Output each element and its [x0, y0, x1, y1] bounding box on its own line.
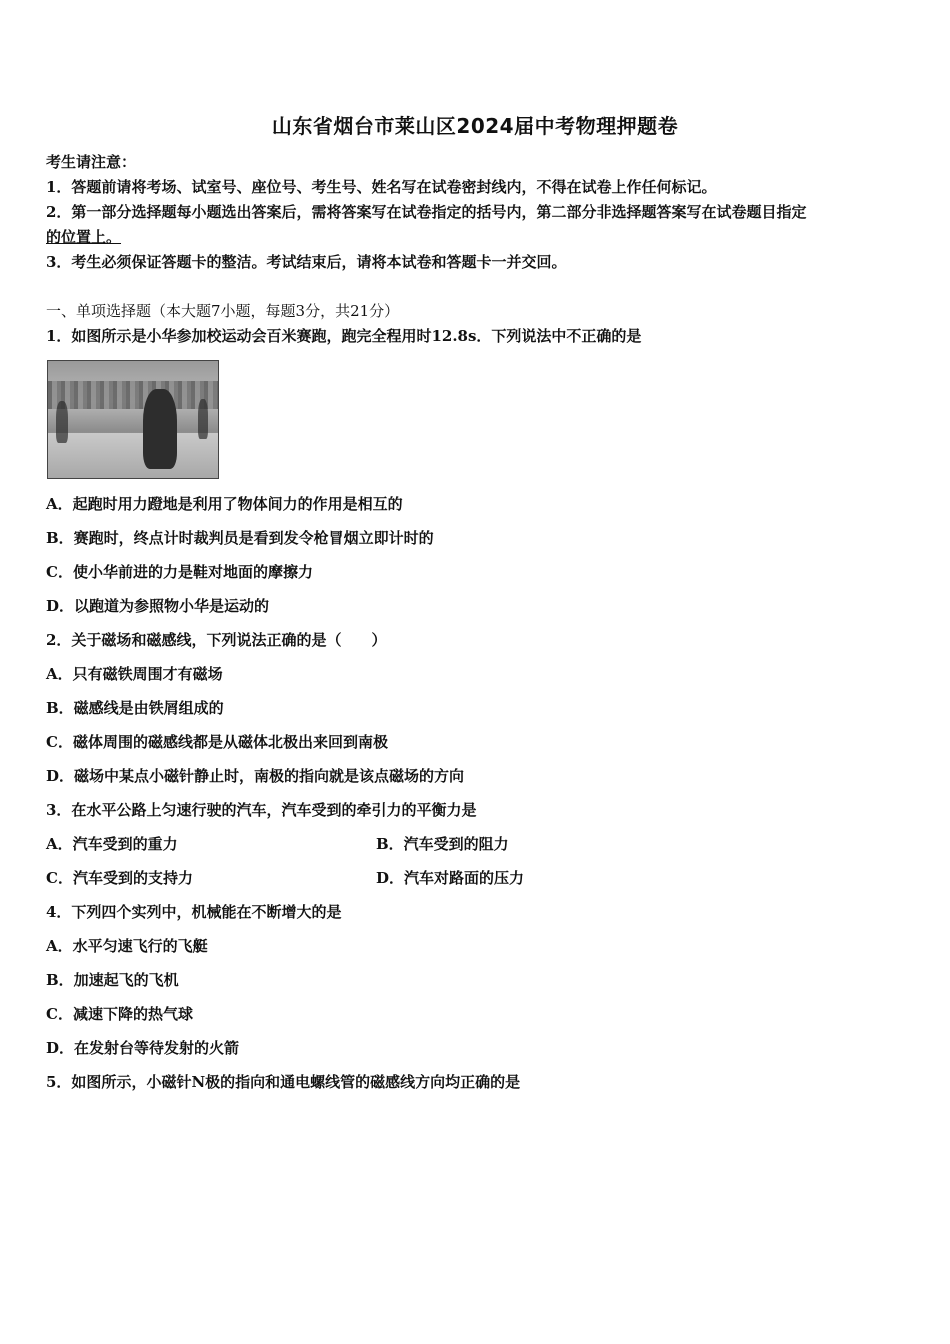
photo-runner-left	[56, 401, 68, 443]
question-4-option-c: C．减速下降的热气球	[46, 1005, 193, 1023]
question-3-option-d: D．汽车对路面的压力	[376, 869, 525, 887]
question-2-stem: 2．关于磁场和磁感线，下列说法正确的是（ ）	[46, 631, 387, 649]
notice-item-1: 1．答题前请将考场、试室号、座位号、考生号、姓名写在试卷密封线内，不得在试卷上作任何标记。	[46, 178, 717, 196]
question-2-option-b: B．磁感线是由铁屑组成的	[46, 699, 224, 717]
question-1-option-b: B．赛跑时，终点计时裁判员是看到发令枪冒烟立即计时的	[46, 529, 434, 547]
question-1-option-c: C．使小华前进的力是鞋对地面的摩擦力	[46, 563, 313, 581]
photo-track	[48, 433, 218, 478]
question-3-stem: 3．在水平公路上匀速行驶的汽车，汽车受到的牵引力的平衡力是	[46, 801, 477, 819]
race-photo	[47, 360, 219, 479]
question-3-option-a: A．汽车受到的重力	[46, 835, 178, 853]
question-4-stem: 4．下列四个实列中，机械能在不断增大的是	[46, 903, 342, 921]
question-1-option-d: D．以跑道为参照物小华是运动的	[46, 597, 270, 615]
question-2-option-c: C．磁体周围的磁感线都是从磁体北极出来回到南极	[46, 733, 388, 751]
notice-heading: 考生请注意：	[46, 153, 137, 171]
question-3-option-b: B．汽车受到的阻力	[376, 835, 509, 853]
question-3-option-c: C．汽车受到的支持力	[46, 869, 193, 887]
notice-item-2: 2．第一部分选择题每小题选出答案后，需将答案写在试卷指定的括号内，第二部分非选择题答案写在试卷题目指定	[46, 203, 807, 221]
notice-item-2-cont: 的位置上。	[46, 228, 122, 246]
question-2-option-a: A．只有磁铁周围才有磁场	[46, 665, 223, 683]
photo-runner-right	[198, 399, 208, 439]
question-1-option-a: A．起跑时用力蹬地是利用了物体间力的作用是相互的	[46, 495, 403, 513]
notice-item-3: 3．考生必须保证答题卡的整洁。考试结束后，请将本试卷和答题卡一并交回。	[46, 253, 567, 271]
question-4-option-a: A．水平匀速飞行的飞艇	[46, 937, 208, 955]
question-1-stem: 1．如图所示是小华参加校运动会百米赛跑，跑完全程用时12.8s．下列说法中不正确的是	[46, 327, 642, 345]
question-4-option-b: B．加速起飞的飞机	[46, 971, 179, 989]
question-2-option-d: D．磁场中某点小磁针静止时，南极的指向就是该点磁场的方向	[46, 767, 465, 785]
section-heading: 一、单项选择题（本大题7小题，每题3分，共21分）	[46, 302, 400, 320]
photo-crowd	[48, 381, 218, 409]
exam-title: 山东省烟台市莱山区2024届中考物理押题卷	[271, 114, 679, 138]
question-4-option-d: D．在发射台等待发射的火箭	[46, 1039, 240, 1057]
photo-runner-main	[143, 389, 177, 469]
question-5-stem: 5．如图所示，小磁针N极的指向和通电螺线管的磁感线方向均正确的是	[46, 1073, 521, 1091]
